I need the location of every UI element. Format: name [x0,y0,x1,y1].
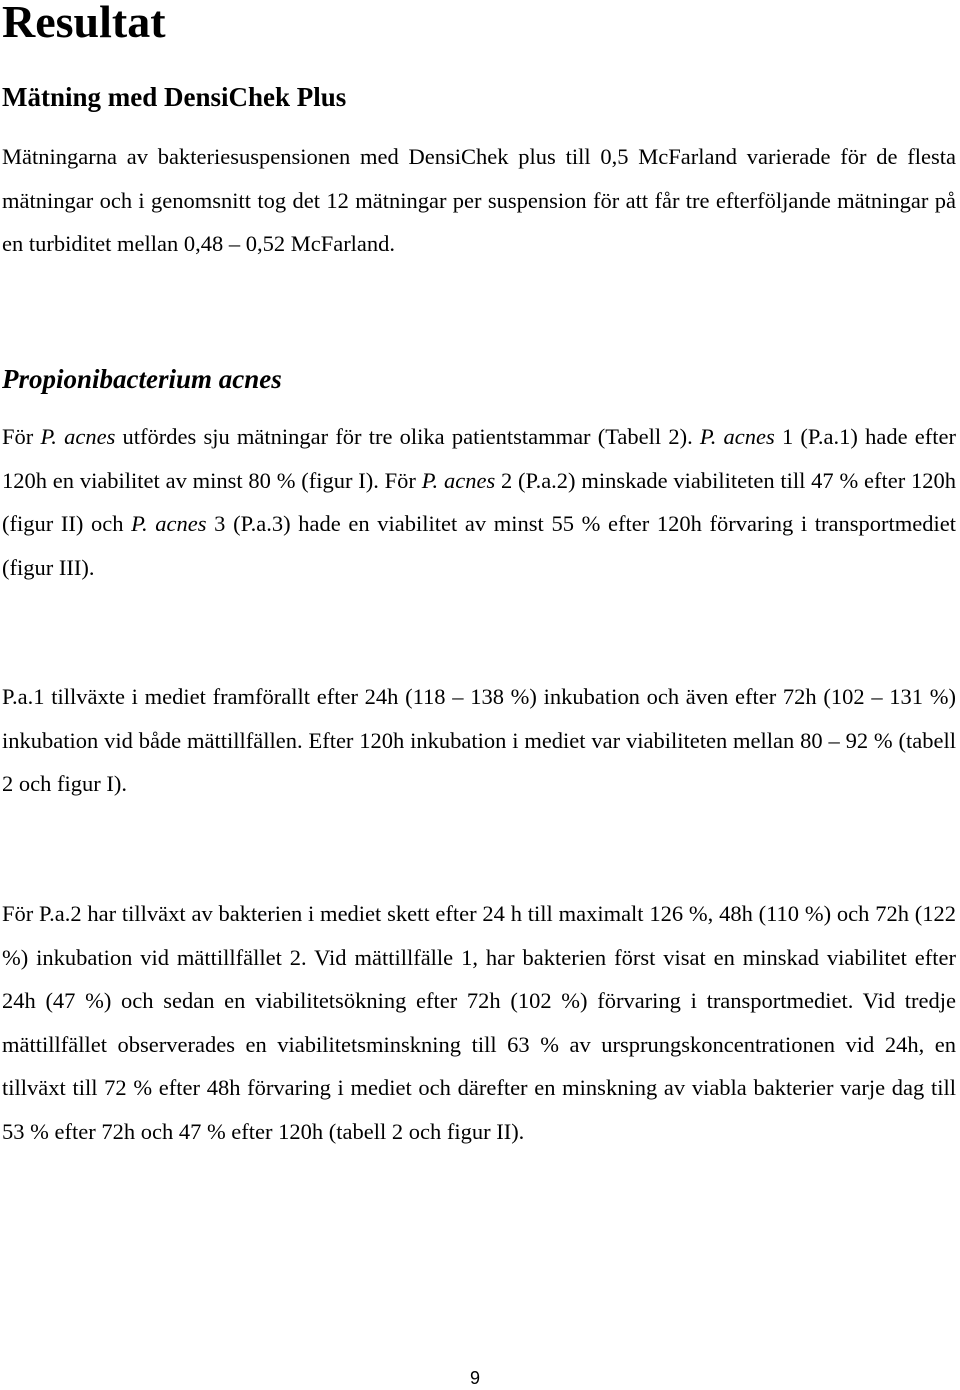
paragraph-densichek: Mätningarna av bakteriesuspensionen med DensiChek plus till 0,5 McFarland varierade för de flesta mätningar och i genomsnitt tog det 12 mätningar per suspension för att får tre efterföljande mätningar på en turbiditet mellan 0,48 – 0,52 McFarland. [2,144,956,256]
text-run: utfördes sju mätningar för tre olika patientstammar (Tabell 2). [115,424,700,449]
species-name-italic: P. acnes [131,511,207,536]
paragraph-acnes-overview [2,415,956,589]
species-name-italic: P. acnes [40,424,116,449]
text-run: 2 (P.a.2) minskade viabiliteten till 47 % efter 120h (figur II) och [2,467,956,536]
text-run: För [2,424,41,449]
species-name-italic: P. acnes [699,424,775,449]
page-number: 9 [470,1368,481,1388]
text-run: 1 (P.a.1) hade efter 120h en viabilitet av minst 80 % (figur I). För [2,424,956,493]
paragraph-pa2: För P.a.2 har tillväxt av bakterien i mediet skett efter 24 h till maximalt 126 %, 48h (110 %) och 72h (122 %) inkubation vid mättillfället 2. Vid mättillfälle 1, har bakterien först visat en minskad viabilitet efter 24h (47 %) och sedan en viabilitetsökning efter 72h (102 %) förvaring i transportmediet. Vid tredje mättillfället observerades en viabilitetsminskning till 63 % av ursprungskoncentrationen vid 24h, en tillväxt till 72 % efter 48h förvaring i mediet och därefter en minskning av viabla bakterier varje dag till 53 % efter 72h och 47 % efter 120h (tabell 2 och figur II). [2,901,956,1144]
species-name-italic: P. acnes [421,467,496,493]
text-run: 3 (P.a.3) hade en viabilitet av minst 55 % efter 120h förvaring i transportmediet (figur III). [2,511,956,580]
page-title: Resultat [2,0,166,47]
paragraph-pa1: P.a.1 tillväxte i mediet framförallt efter 24h (118 – 138 %) inkubation och även efter 72h (102 – 131 %) inkubation vid både mättillfällen. Efter 120h inkubation i mediet var viabiliteten mellan 80 – 92 % (tabell 2 och figur I). [2,684,956,796]
section-heading-propionibacterium: Propionibacterium acnes [2,364,282,394]
section-heading-densichek: Mätning med DensiChek Plus [2,82,347,112]
